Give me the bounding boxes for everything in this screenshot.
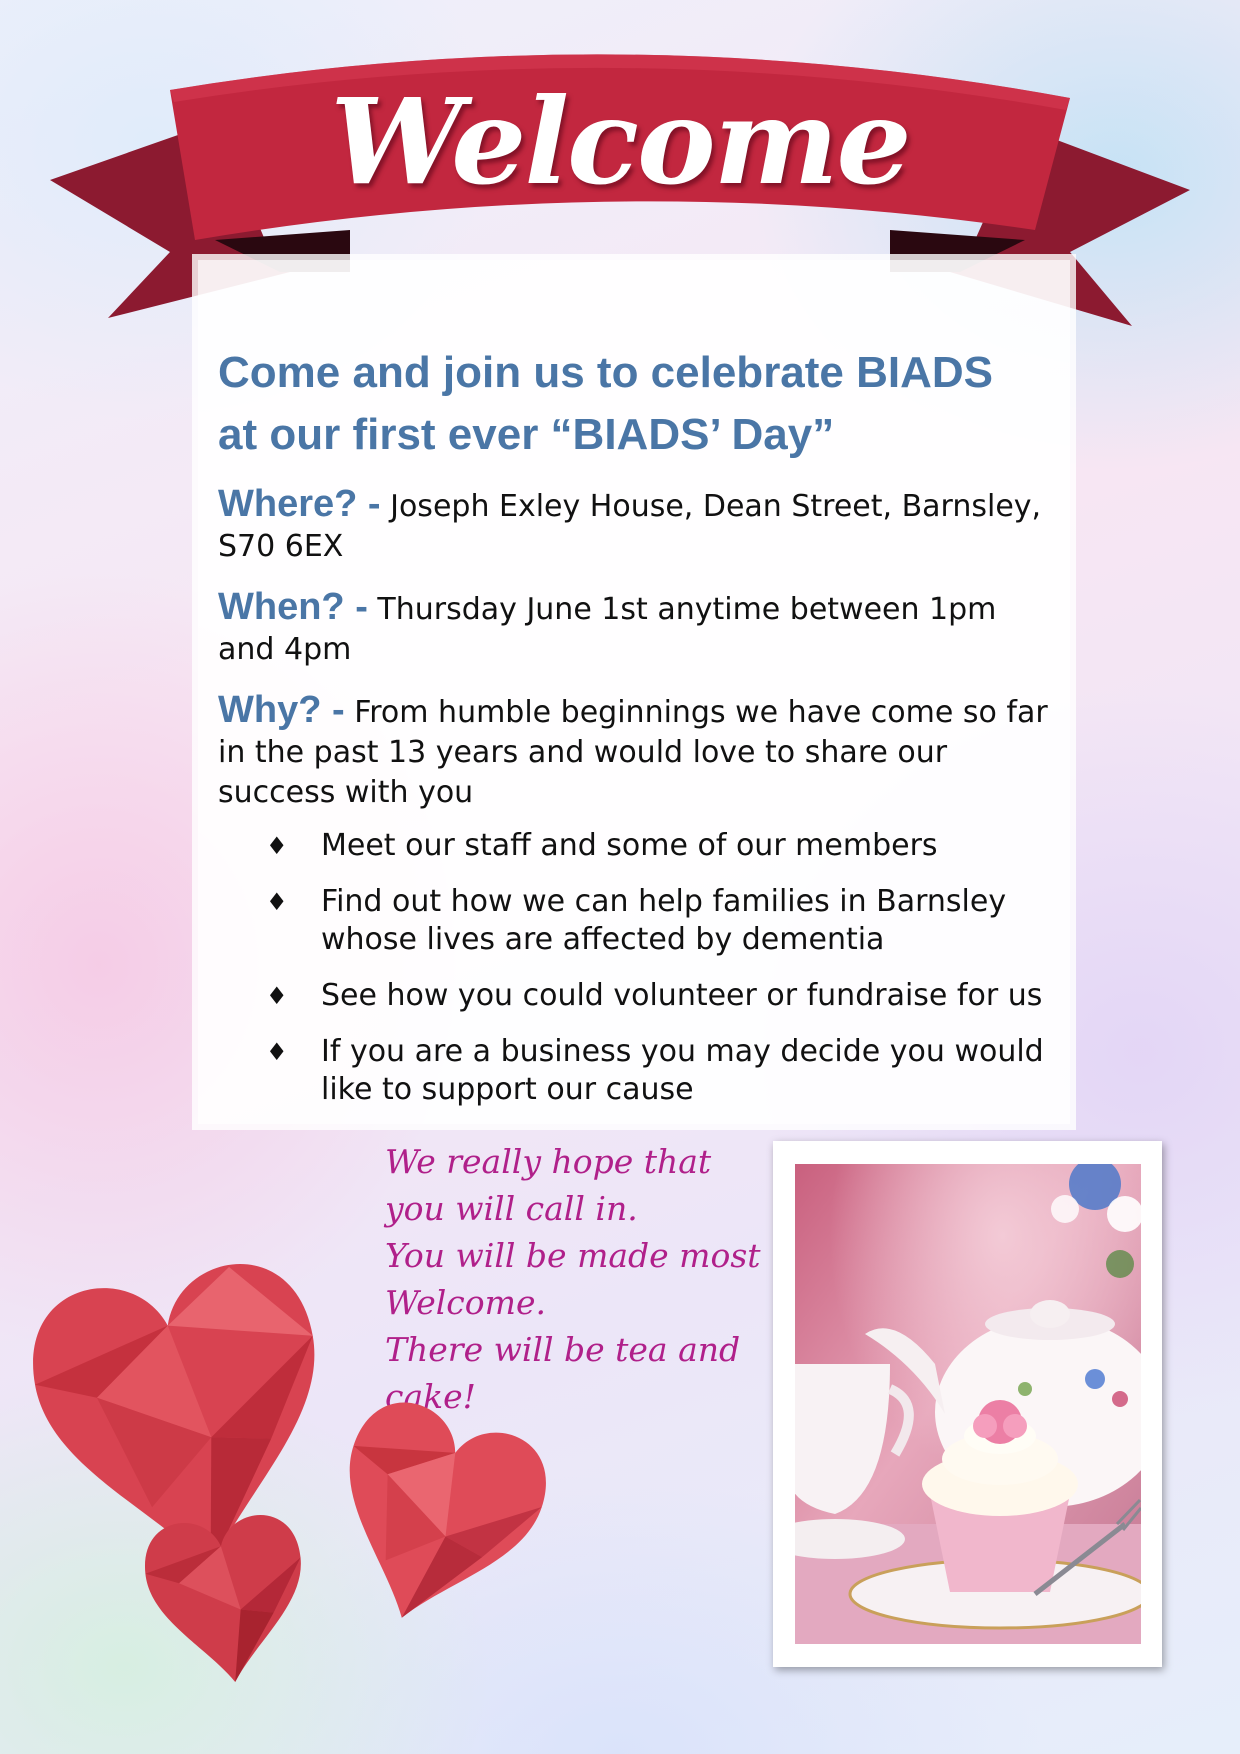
list-item bbox=[218, 1033, 1058, 1109]
when-label: When? - bbox=[218, 586, 368, 628]
banner-title: Welcome bbox=[330, 72, 910, 211]
headline-line-2: at our first ever “BIADS’ Day” bbox=[218, 410, 835, 459]
diamond-bullet-icon: ♦ bbox=[266, 832, 288, 860]
heart-icon bbox=[308, 1390, 550, 1649]
where-label: Where? - bbox=[218, 483, 381, 525]
headline-line-1: Come and join us to celebrate BIADS bbox=[218, 348, 994, 397]
hearts-decoration bbox=[30, 1240, 550, 1710]
note-line: You will be made most bbox=[385, 1236, 761, 1275]
diamond-bullet-icon: ♦ bbox=[266, 888, 288, 916]
event-headline bbox=[218, 342, 1058, 466]
list-item bbox=[218, 827, 1058, 865]
why-label: Why? - bbox=[218, 689, 345, 731]
list-item-text: See how you could volunteer or fundraise for us bbox=[321, 978, 1043, 1013]
diamond-bullet-icon: ♦ bbox=[266, 982, 288, 1010]
why-section bbox=[218, 690, 1058, 813]
where-text: Joseph Exley House, Dean Street, Barnsley, S70 6EX bbox=[218, 489, 1042, 564]
list-item bbox=[218, 883, 1058, 959]
when-text: Thursday June 1st anytime between 1pm and 4pm bbox=[218, 592, 997, 667]
when-section bbox=[218, 587, 1058, 670]
note-line: We really hope that bbox=[385, 1142, 712, 1181]
list-item-text: Meet our staff and some of our members bbox=[321, 828, 938, 863]
where-section bbox=[218, 484, 1058, 567]
list-item-text: If you are a business you may decide you would like to support our cause bbox=[321, 1034, 1044, 1107]
why-text: From humble beginnings we have come so far in the past 13 years and would love to share our success with you bbox=[218, 695, 1048, 810]
note-line: Welcome. bbox=[385, 1283, 546, 1322]
note-line: There will be tea and bbox=[385, 1330, 741, 1369]
note-line: you will call in. bbox=[385, 1189, 638, 1228]
tea-cupcake-photo bbox=[773, 1141, 1162, 1667]
tea-cupcake-image bbox=[795, 1164, 1141, 1644]
heart-icon bbox=[141, 1511, 313, 1690]
list-item-text: Find out how we can help families in Barnsley whose lives are affected by dementia bbox=[321, 884, 1007, 957]
note-line: cake! bbox=[385, 1377, 476, 1416]
list-item bbox=[218, 977, 1058, 1015]
event-info-panel bbox=[198, 260, 1070, 1124]
benefits-list bbox=[218, 827, 1058, 1109]
diamond-bullet-icon: ♦ bbox=[266, 1038, 288, 1066]
